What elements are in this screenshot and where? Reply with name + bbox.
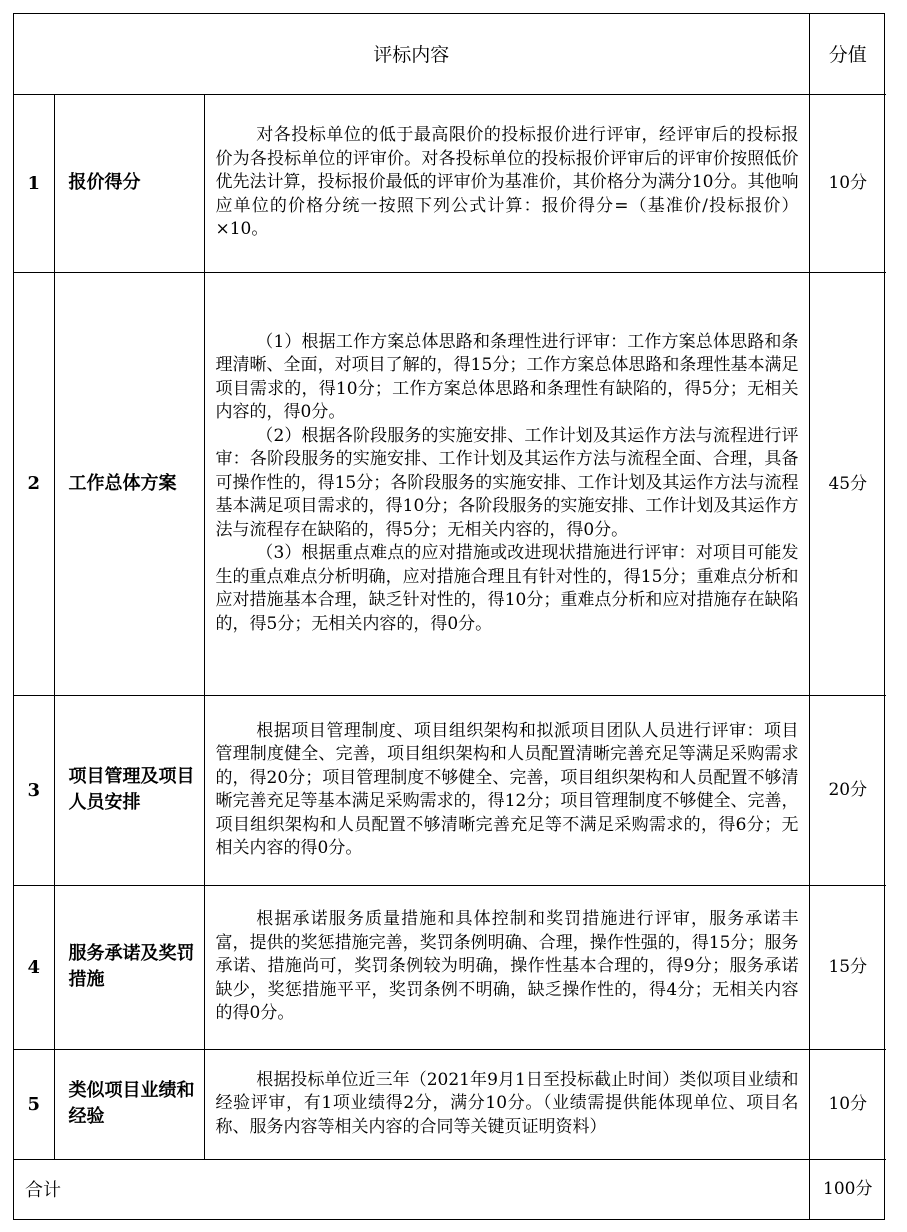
header-row (14, 14, 886, 94)
description-paragraph: 根据投标单位近三年（2021年9月1日至投标截止时间）类似项目业绩和经验评审，有1项业绩得2分，满分10分。（业绩需提供能体现单位、项目名称、服务内容等相关内容的合同等关键页证明资料） (215, 1069, 799, 1137)
row-score: 10分 (809, 1049, 886, 1159)
description-paragraph: 根据项目管理制度、项目组织架构和拟派项目团队人员进行评审：项目管理制度健全、完善，项目组织架构和人员配置清晰完善充足等满足采购需求的，得20分；项目管理制度不够健全、完善，项目组织架构和人员配置不够清晰完善充足等基本满足采购需求的，得12分；项目管理制度不够健全、完善，项目组织架构和人员配置不够清晰完善充足等不满足采购需求的，得6分；无相关内容的得0分。 (215, 720, 799, 858)
total-score: 100分 (809, 1159, 886, 1219)
row-number: 4 (14, 885, 54, 1049)
table-row (14, 695, 886, 885)
header-score: 分值 (809, 14, 886, 94)
table-row (14, 272, 886, 695)
row-score: 20分 (809, 695, 886, 885)
row-number: 2 (14, 272, 54, 695)
table-row (14, 1049, 886, 1159)
scoring-table (14, 14, 886, 1219)
row-name: 类似项目业绩和经验 (54, 1049, 204, 1159)
row-name: 报价得分 (54, 94, 204, 272)
scoring-table-sheet (13, 13, 885, 1220)
description-paragraph: （2）根据各阶段服务的实施安排、工作计划及其运作方法与流程进行评审：各阶段服务的实施安排、工作计划及其运作方法与流程全面、合理，具备可操作性的，得15分；各阶段服务的实施安排、工作计划及其运作方法与流程基本满足项目需求的，得10分；各阶段服务的实施安排、工作计划及其运作方法与流程存在缺陷的，得5分；无相关内容的，得0分。 (215, 425, 799, 540)
row-description (204, 885, 809, 1049)
row-description (204, 272, 809, 695)
row-score: 15分 (809, 885, 886, 1049)
total-row (14, 1159, 886, 1219)
row-number: 5 (14, 1049, 54, 1159)
row-score: 45分 (809, 272, 886, 695)
row-score: 10分 (809, 94, 886, 272)
header-content: 评标内容 (14, 14, 809, 94)
row-description (204, 1049, 809, 1159)
row-name: 服务承诺及奖罚措施 (54, 885, 204, 1049)
row-number: 1 (14, 94, 54, 272)
row-name: 工作总体方案 (54, 272, 204, 695)
row-number: 3 (14, 695, 54, 885)
row-description (204, 94, 809, 272)
row-name: 项目管理及项目人员安排 (54, 695, 204, 885)
description-paragraph: （1）根据工作方案总体思路和条理性进行评审：工作方案总体思路和条理清晰、全面，对项目了解的，得15分；工作方案总体思路和条理性基本满足项目需求的，得10分；工作方案总体思路和条理性有缺陷的，得5分；无相关内容的，得0分。 (215, 331, 799, 423)
description-paragraph: 根据承诺服务质量措施和具体控制和奖罚措施进行评审，服务承诺丰富，提供的奖惩措施完善，奖罚条例明确、合理，操作性强的，得15分；服务承诺、措施尚可，奖罚条例较为明确，操作性基本合理的，得9分；服务承诺缺少，奖惩措施平平，奖罚条例不明确，缺乏操作性的，得4分；无相关内容的得0分。 (215, 909, 799, 1024)
total-label: 合计 (14, 1159, 809, 1219)
table-row (14, 885, 886, 1049)
row-description (204, 695, 809, 885)
table-row (14, 94, 886, 272)
description-paragraph: 对各投标单位的低于最高限价的投标报价进行评审，经评审后的投标报价为各投标单位的评审价。对各投标单位的投标报价评审后的评审价按照低价优先法计算，投标报价最低的评审价为基准价，其价格分为满分10分。其他响应单位的价格分统一按照下列公式计算：报价得分=（基准价/投标报价）×10。 (215, 125, 799, 240)
description-paragraph: （3）根据重点难点的应对措施或改进现状措施进行评审：对项目可能发生的重点难点分析明确，应对措施合理且有针对性的，得15分；重难点分析和应对措施基本合理，缺乏针对性的，得10分；重难点分析和应对措施存在缺陷的，得5分；无相关内容的，得0分。 (215, 543, 799, 634)
